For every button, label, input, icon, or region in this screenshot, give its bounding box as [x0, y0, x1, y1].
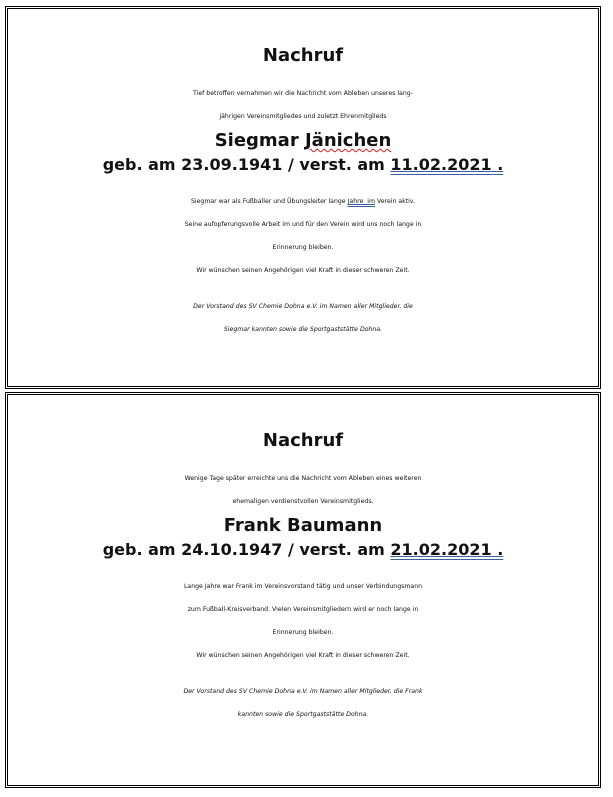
obituary-notice-1 [5, 6, 601, 389]
notice-title: Nachruf [262, 45, 344, 66]
notice-intro [8, 82, 598, 128]
intro-line: ehemaligen verdienstvollen Vereinsmitglieds. [232, 498, 374, 505]
body-line-start: Siegmar war als Fußballer und Übungsleiter lange [190, 198, 348, 205]
body-line: Erinnerung bleiben. [272, 244, 334, 251]
notice-title: Nachruf [262, 430, 344, 451]
dates-suffix: . [491, 155, 504, 174]
life-dates [8, 153, 598, 177]
death-date: 21.02.2021 [390, 540, 492, 559]
dates-prefix: geb. am 23.09.1941 / verst. am [102, 155, 391, 174]
body-line: Erinnerung bleiben. [272, 629, 334, 636]
notice-signature [8, 680, 598, 726]
body-line: Seine aufopferungsvolle Arbeit im und für den Verein wird uns noch lange in [184, 221, 422, 228]
signature-line: Der Vorstand des SV Chemie Dohna e.V. im Namen aller Mitglieder, die [193, 303, 413, 310]
intro-line: Wenige Tage später erreichte uns die Nachricht vom Ableben eines weiteren [184, 475, 422, 482]
body-line-end: Verein aktiv. [375, 198, 416, 205]
dates-suffix: . [491, 540, 504, 559]
notice-body [8, 190, 598, 282]
body-line: Wir wünschen seinen Angehörigen viel Kraft in dieser schweren Zeit. [196, 267, 410, 274]
body-line: Lange Jahre war Frank im Vereinsvorstand tätig und unser Verbindungsmann [183, 583, 423, 590]
signature-line: Siegmar kannten sowie die Sportgaststätte Dohna. [223, 326, 383, 333]
intro-line: jährigen Vereinsmitgliedes und zuletzt Ehrenmitglieds [219, 113, 387, 120]
intro-line: Tief betroffen vernahmen wir die Nachricht vom Ableben unseres lang- [193, 90, 413, 97]
obituary-notice-2 [5, 392, 601, 788]
notice-body [8, 575, 598, 667]
life-dates [8, 538, 598, 562]
notice-signature [8, 295, 598, 341]
dates-prefix: geb. am 24.10.1947 / verst. am [102, 540, 391, 559]
grammar-marked-text: Jahre im [347, 198, 376, 205]
deceased-name: Frank Baumann [223, 515, 383, 536]
body-line: Wir wünschen seinen Angehörigen viel Kraft in dieser schweren Zeit. [196, 652, 410, 659]
deceased-last-name: Jänichen [304, 130, 392, 151]
deceased-name [8, 128, 598, 153]
death-date: 11.02.2021 [390, 155, 492, 174]
body-line: zum Fußball-Kreisverband. Vielen Vereinsmitgliedern wird er noch lange in [187, 606, 419, 613]
signature-line: Der Vorstand des SV Chemie Dohna e.V. im Namen aller Mitglieder, die Frank [183, 688, 423, 695]
body-line [8, 190, 598, 213]
notice-intro [8, 467, 598, 513]
deceased-first-name: Siegmar [214, 130, 305, 151]
signature-line: kannten sowie die Sportgaststätte Dohna. [237, 711, 369, 718]
